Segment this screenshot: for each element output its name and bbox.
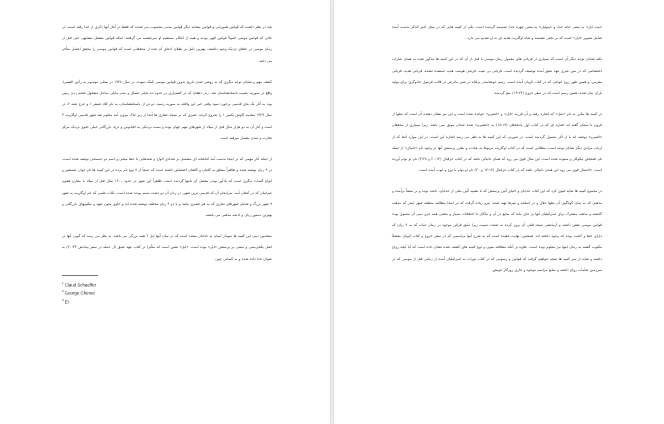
left-page [0,0,330,424]
footnote-3: $^3$El [62,297,69,305]
footnote-1: $^1$Claud Schaeffer [62,280,97,288]
footnote-divider [62,275,98,276]
right-paragraph-4: در مجموع کتیبه ها شاید قبول کرد که این کتاب خدایان و احیای آئین پرستش که با تشبیه آئین بعلی از خدایان، باعث بوده و بر منشأ برآمده و مذهبی که به سان گوناگون آن بعلها حلال و در اسلحه و غیرها تهیه شده، نیرو زیاده گرفت که در اینجا مطالعه منطقه شهر ایندر که مذهب گذشته و مذهب مشترک برای اسرائیلیان آنها بر جای ماند که منابع در آن و نیاکان تا اختلافات بسیار و بعضی همه جزو دینی آن معمول بوده قوانین موسی نقص داشته و آزمایشی نتیجه قبلی آن بروز کرده به صحت نسبت زیرا مایق قرائن موجود در زمان حیات که به ۹ زبان که دارای خط و کتابت بوده اند وجود داشته اند. همچنین، نهایت عقیده است که به شرح آنها مراسمی که در سفر خروج و کتاب لاویان مفصلاً مکتوب گشته به زمان اینها نیز معلوم بوده است. علاوه بر آنکه مطالعه متون و نوع کتیبه های کشف شده نشان داده است که آیا آنچه رواج داشته و شاید از سر کتیبه ها نتیجه خواهیم گرفت که قوانین و رسومی که در کتاب تورات به اسرائیلیان آمده از زمانی قبل از موسی که در سرزمین شامات رواج داشته و منابع مراسم موجود و جاری روزگار خویش. [392,189,602,272]
left-paragraph-3: از جمله آثار مهمی که در اینجا بدست آمد کتابخانه ای مشتمل بر تعدادی الواح و صندهایی با خط میخی و اسم دو جسمانی نوشته شده است. در ۹ زبان نوشته شده و ظاهراً متعلق به کاتبان و کاهنان اختصاص داشته است که جمعاً از ۷ نوع نام برده در این کتیبه ها نام جواز، شمشیر و انواع کلمات دیگری است که یادآور بودن مفصل آن نامها گردیده است. ظاهراً این شهر در حدود ۱۴۰۰ سال قبل از میلاد با مقارن هجوم عبرانیان که در کنعان آمد، سرانجام آن که قدیمی ترین شهر، در زبان آن دو دشت بسته بودند شده است. نکات علمی که نام اوگاریت به شهر ۹ شهر بزرگ و شامل شهرهای تجاری که به هر عصری مانند و با دو ۹ زبان مختلف نوشته شده اند و حاوی متون تعهد و مکتوبهای بازرگانی و بهترین دستور زبان و ادعیه مذهبی می باشند. [62,157,273,218]
right-paragraph-3: در کتیبه ها مکرر به نام «بعل» که اشاره رفته و آن فرزند «ایل» و «اشیرم» خوانده شده است و این نیز نشان دهنده آن است که بعلها از قرون تا سنتان گفته اند اشاره ای که در کتاب اول پادشاهان (۱۸:۱۹) به «انشیرم» شده چندان موثق نمی باشد. زیرا بسیاری از محققان «اشیرم» نوشته اند یا از آثار معمول گردیده است. در صورتی که این کتیبه ها به نظر می رسد اشاره این است. در این موارد آنجا که از ارباب مرادی دیگر شایان توجه است، مطالبی است که در کتاب اوگاریت مربوط به عبادت و بطرز پرستش آنها در وجود نام «دانیال» از جمله نام اشخاص نیکوکار و ستوده شده است. این مثال قوی می رود که همان دانیالی باشد که در کتاب حزقیال (۲۰:۱۴ و ۳:۲۸) نام او توام آورده است. «احتمال قوی می رود ابن همان دانیالی باشد که در کتاب حزقیال (۱۴:۱۴ و ۲۰) نام او توام با نوح و ایوب آمده است. [392,112,602,173]
footnote-2: $^2$George Chenet [62,289,95,296]
right-page [334,0,664,424]
right-paragraph-2: نکته شایان توجه دیگر آن است که بسیاری از قربانی های معمول زمان موسی یا قبل از آن که در این کتیبه ها مذکور شده به همان عبارات اختصاصی که در متن عبری عهد عتیق آمده توصیف گردیده است. قربانی بی عیب، قربانی هوسه، هدیه جمشده نشده، قربانی هدیه، قربانی مقرس، و همین طور زوج انواعی که در کتاب لاویان آمده است. رسم جوشانیدن بزغاله در شیر مادرش در قالب فرمول جادوگری برای تولید باران بیان شده، همین رسم است که در سفر خروج (۱۹:۲۳) منع گردیده. [392,57,602,96]
left-paragraph-1: باید در نظر داشت که قوانین همورابی و قوانین مشابه دیگر قوانین مدنی محسوب می شدند که فقط در آغاز آنها ذکری از خدا رفته است، در حالی که قوانین موسی اصولاً قوانین الهی بودند و همه از احکام مستقیم او سرچشمه می گرفتند. اینکه قوانین مفصل مشابهی حتی قبل از زمان موسی در جاهای نزدیک وجود داشتند، بهترین دلیل بر بطلان ادعای آن عده از محققانی است که قوانین موسی را محقق اعصار متأخر می دانند. [62,25,272,63]
left-paragraph-2: کشف مهم و شایان توجه دیگری که به روشن شدن تاریخ تدوین قوانین موسی کمک نموده، در سال ۱۹۲۸ در محلی موسوم به رأس الشمرا، واقع در سوریه، نصیب باستانشناسان شد. زنی دهقان که در کشتزاری در حدود ده مایلی شمال و سپ مایلی ساحل مشغول شخم زدن زمین بود، به آثار یک بنای قدیمی برخورد نمود وقتی خبر این واقعه به سوریه رسید، دو تن از باستانشناسان، به نام کلاد شیفر ۱ و جرج شنه ۲، در سال ۱۹۲۹ مقدمه کاوش یکسر ۱ را شروع کردند. شیری که در نتیجه حفاری ها آنجا از زیر خاک بیرون آمد معلوم شد شهر قدیمی اوگاریت ۳ است و آثار آن به دو هزار سال قبل از میلاد از شهرهای مهم جهان بوده و بسب نزدیکی به اقیانوس و دریا، بازرگانی خیلی جلوی تزدیک مرکز تجارت و تمدن بشمار میرفته است. [62,79,273,140]
footnote-1-text: Claud Schaeffer [64,282,97,288]
left-paragraph-4: مضامین دینی این کتیبه ها نمودار ایمان به خدایان متعدد است که در میان آنها ایل ۲ همه بزرگی می باشد. به نظر می رسد که گویی آنها در اصل یکتاپرستی و مبتنی بر پرستش «ایل» بوده است. «ایل» نفس است که متأثرا در کتاب عهد عتیق (از جمله در سفر پیدایش ۲۰:۳۳) به عنوان خدا داده شده و به کسانی چون [62,234,273,261]
right-paragraph-1: «بیت ایل» به معنی خانه خدا، و «پنوئیل» به معنی چهره خدا، ضمیمه گردیده است. یکی از کتیبه هایی که در محل اخیر الذکر بدست آمده شامل تصویر «ایل» است که بر تختی نشسته و شاه اوگاریت هدیه ای به او تقدیم می دارد. [392,25,602,41]
footnote-2-text: George Chenet [64,290,95,296]
footnote-3-text: El [64,299,69,305]
